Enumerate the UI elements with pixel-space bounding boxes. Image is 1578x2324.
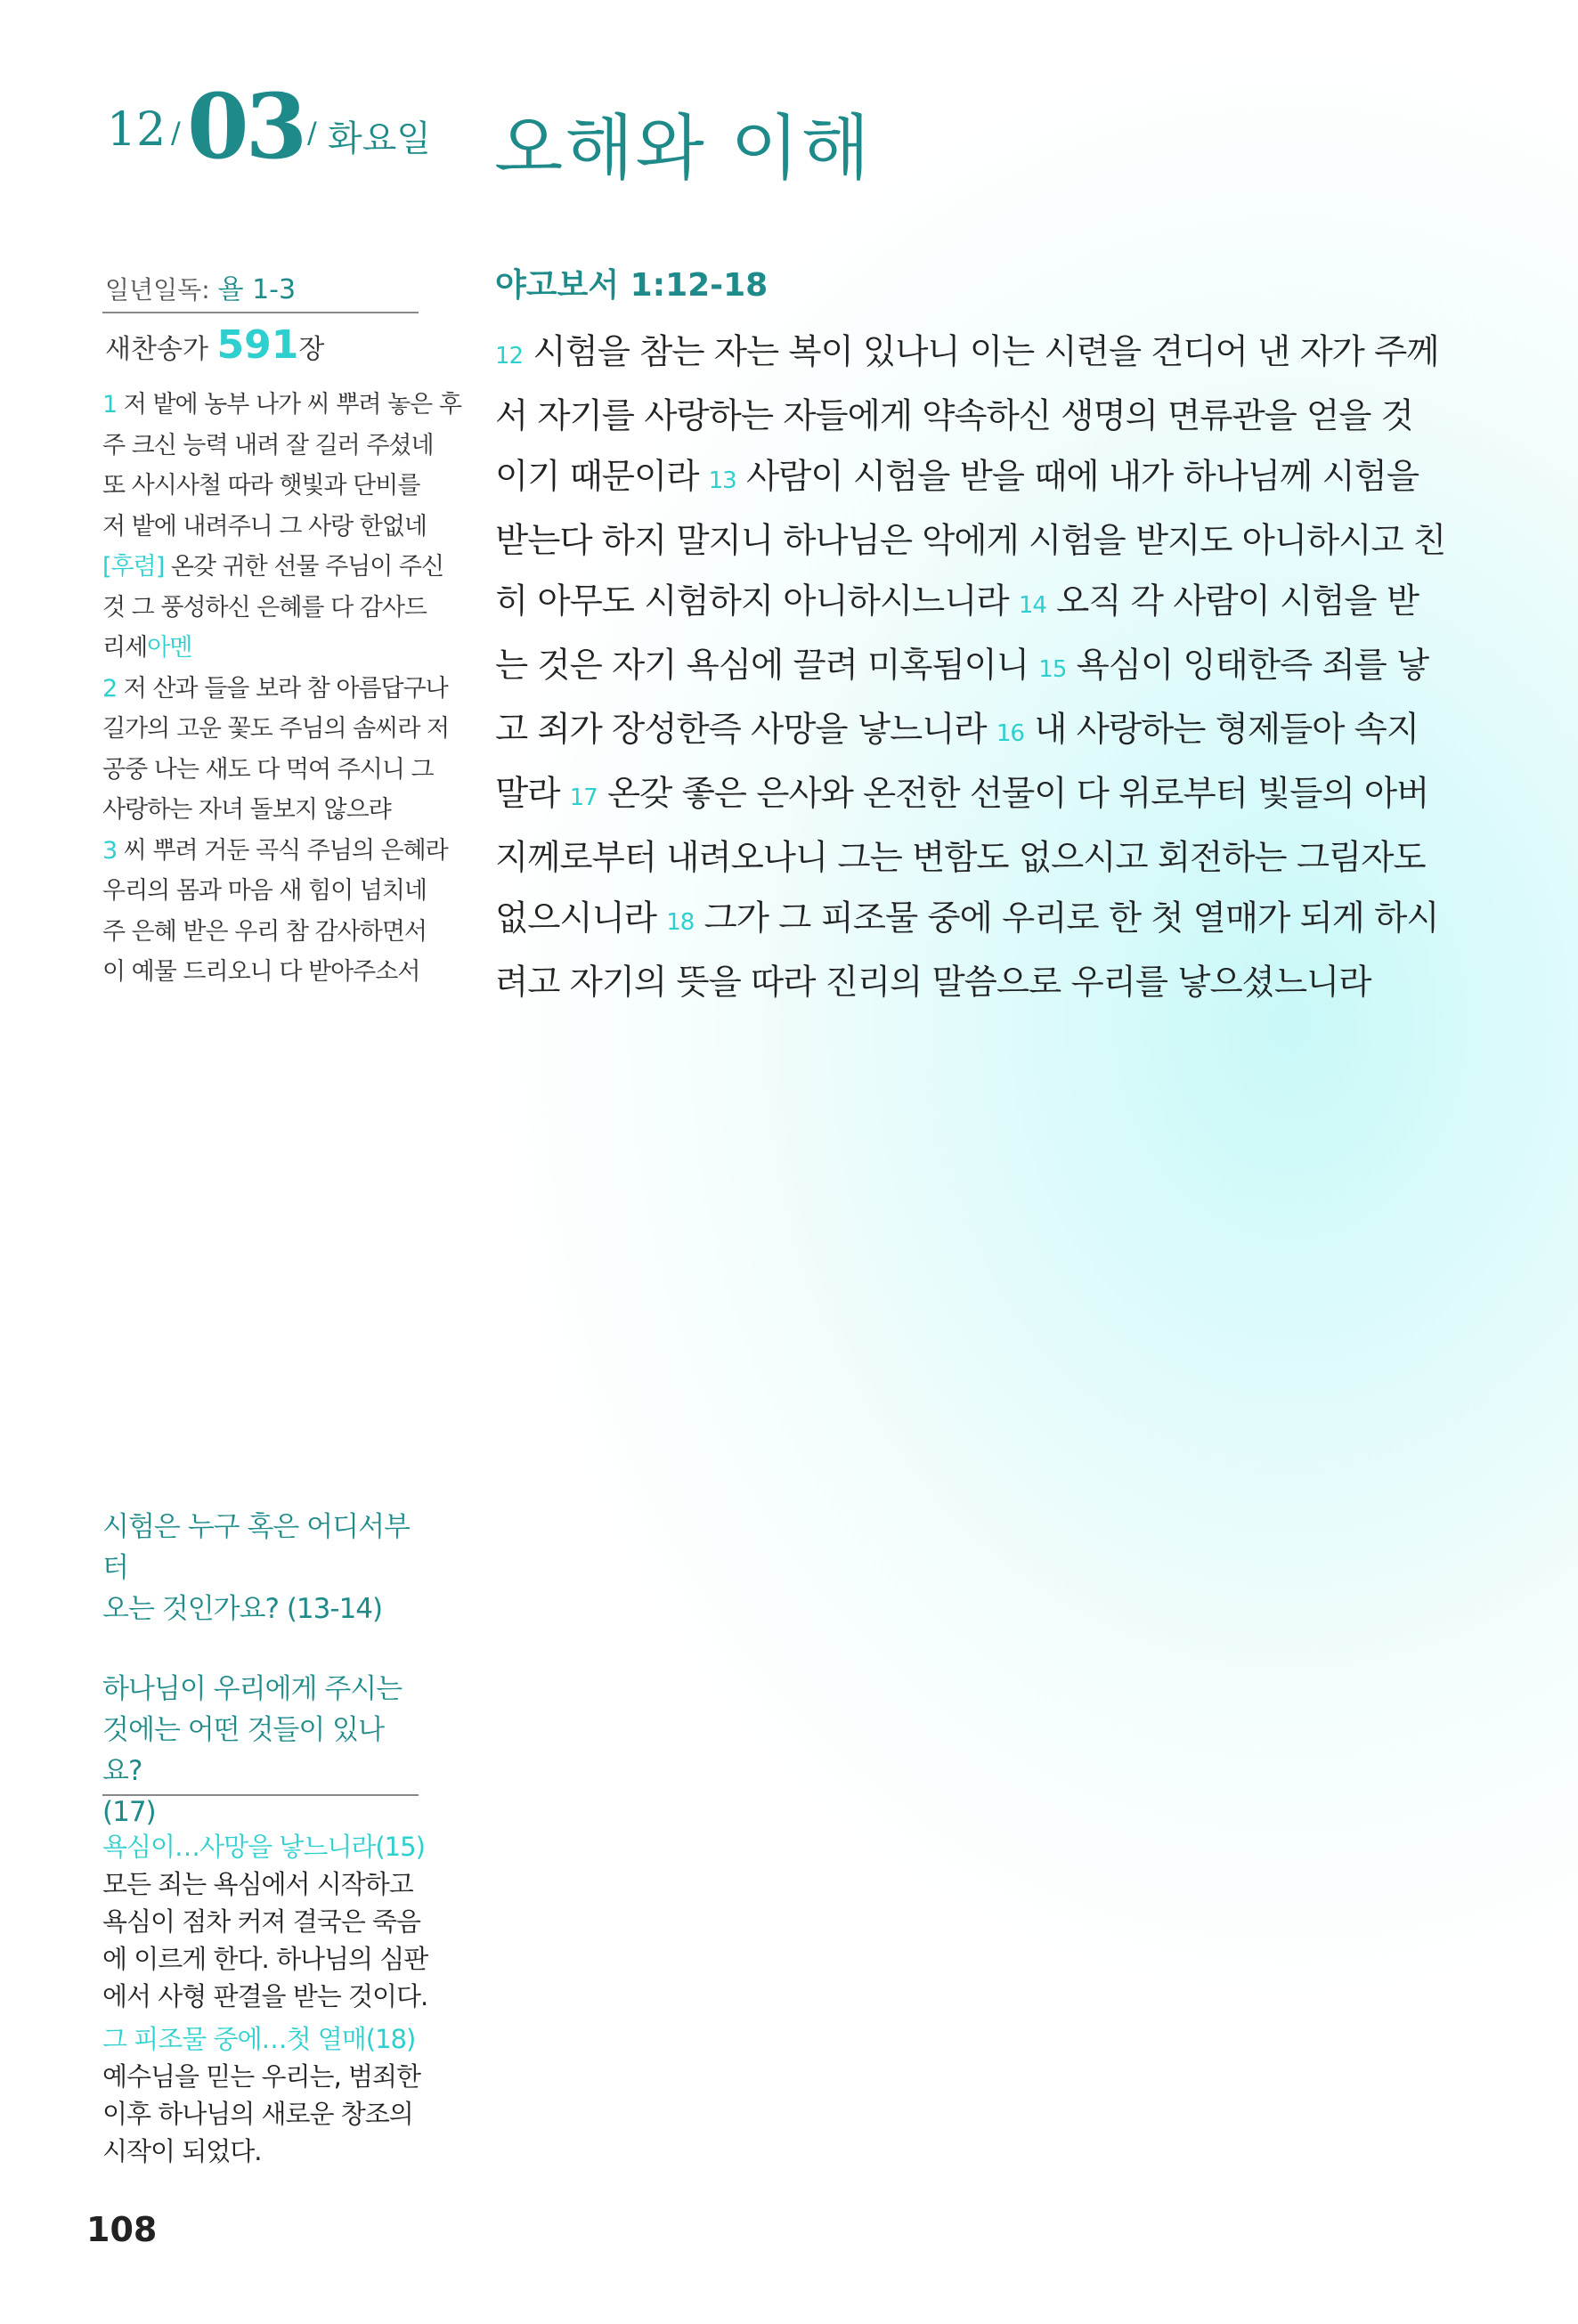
hymn-line	[102, 507, 427, 548]
hymn-line-text: 주 크신 능력 내려 잘 길러 주셨네	[102, 431, 434, 459]
hymn-prefix: 새찬송가	[105, 334, 208, 365]
hymn-line	[102, 426, 434, 467]
verse-text: 그가 그 피조물 중에 우리로 한 첫 열매가 되게 하시	[694, 898, 1439, 939]
hymn-line-text: 주 은혜 받은 우리 참 감사하면서	[102, 917, 427, 946]
hymn-line	[102, 790, 423, 831]
weekday: 화요일	[328, 118, 431, 159]
scripture-line	[495, 953, 1421, 1013]
hymn-line	[102, 871, 427, 912]
verse-text: 고 죄가 장성한즉 사망을 낳느니라	[495, 710, 996, 750]
question-line: (17)	[102, 1796, 156, 1828]
note-line: 에서 사형 판결을 받는 것이다.	[102, 1981, 428, 2011]
verse-text: 이기 때문이라	[495, 457, 709, 497]
verse-text: 려고 자기의 뜻을 따라 진리의 말씀으로 우리를 낳으셨느니라	[495, 963, 1371, 1003]
question-line: 오는 것인가요? (13-14)	[102, 1593, 383, 1625]
hymn-line	[102, 952, 423, 993]
hymn-line	[102, 669, 448, 710]
divider	[102, 312, 419, 313]
hymn-line	[102, 588, 427, 629]
verse-text: 내 사랑하는 형제들아 속지	[1023, 710, 1419, 750]
verse-number: 18	[666, 909, 695, 936]
passage-reference: 야고보서 1:12-18	[495, 267, 769, 304]
day: 03	[187, 74, 305, 179]
scripture-line	[495, 447, 1421, 511]
hymn-line-text: 온갖 귀한 선물 주님이 주신	[170, 553, 444, 581]
verse-text: 받는다 하지 말지니 하나님은 악에게 시험을 받지도 아니하시고 친	[495, 521, 1446, 561]
verse-text: 히 아무도 시험하지 아니하시느니라	[495, 581, 1019, 622]
verse-text: 지께로부터 내려오나니 그는 변함도 없으시고 회전하는 그림자도	[495, 838, 1426, 878]
scripture-line	[495, 828, 1426, 889]
month: 12	[107, 103, 167, 157]
verse-text: 말라	[495, 774, 570, 814]
verse-number: 14	[1018, 592, 1046, 619]
verse-text: 없으시니라	[495, 898, 667, 939]
verse-number: 17	[569, 784, 598, 811]
hymn-line-text: 또 사시사철 따라 햇빛과 단비를	[102, 472, 420, 500]
date-separator: /	[307, 116, 317, 150]
verse-text: 온갖 좋은 은사와 온전한 선물이 다 위로부터 빛들의 아버	[597, 774, 1429, 814]
note-line: 이후 하나님의 새로운 창조의	[102, 2099, 413, 2129]
note-line: 예수님을 믿는 우리는, 범죄한	[102, 2061, 421, 2092]
hymn-verse-number: 1	[102, 391, 118, 418]
study-notes	[102, 1828, 428, 2175]
scripture-line	[495, 511, 1446, 572]
hymn-heading	[105, 322, 324, 368]
hymn-amen: 아멘	[147, 634, 192, 662]
verse-text: 시험을 참는 자는 복이 있나니 이는 시련을 견디어 낸 자가 주께	[523, 332, 1439, 372]
note-line: 욕심이 점차 커져 결국은 죽음	[102, 1906, 421, 1937]
verse-number: 13	[708, 467, 736, 494]
question-line: 것에는 어떤 것들이 있나요?	[102, 1714, 385, 1787]
daily-reading-ref: 욜 1-3	[217, 274, 297, 305]
hymn-verse-number: 2	[102, 674, 118, 703]
scripture-line	[495, 700, 1421, 764]
question-line: 하나님이 우리에게 주시는	[102, 1673, 403, 1705]
verse-text: 서 자기를 사랑하는 자들에게 약속하신 생명의 면류관을 얻을 것	[495, 396, 1413, 436]
verse-text: 는 것은 자기 욕심에 끌려 미혹됨이니	[495, 646, 1039, 686]
verse-number: 16	[996, 720, 1024, 747]
question	[102, 1669, 423, 1832]
scripture-line	[495, 636, 1429, 700]
note-line: 모든 죄는 욕심에서 시작하고	[102, 1869, 413, 1899]
hymn-line	[102, 385, 461, 426]
hymn-line-text: 저 산과 들을 보라 참 아름답구나	[123, 674, 448, 703]
verse-number: 12	[495, 343, 524, 370]
verse-text: 욕심이 잉태한즉 죄를 낳	[1066, 646, 1429, 686]
question-line: 시험은 누구 혹은 어디서부터	[102, 1511, 410, 1584]
note-line: 에 이르게 한다. 하나님의 심판	[102, 1944, 428, 1974]
scripture-line	[495, 322, 1439, 386]
hymn-line	[102, 750, 434, 791]
hymn-line-text: 저 밭에 내려주니 그 사랑 한없네	[102, 512, 427, 540]
scripture-line	[495, 764, 1429, 828]
hymn-line-text: 길가의 고운 꽃도 주님의 솜씨라 저	[102, 715, 450, 743]
hymn-line	[102, 831, 448, 872]
hymn-verse-number: 3	[102, 836, 118, 865]
hymn-line	[102, 912, 427, 953]
hymn-line-text: 리세	[102, 634, 148, 662]
verse-text: 사람이 시험을 받을 때에 내가 하나님께 시험을	[736, 457, 1419, 497]
scripture-line	[495, 572, 1421, 636]
hymn-lyrics	[102, 385, 461, 993]
page-title: 오해와 이해	[494, 107, 872, 190]
reflection-questions	[102, 1507, 423, 1872]
hymn-line-text: 것 그 풍성하신 은혜를 다 감사드	[102, 593, 427, 622]
divider	[102, 1794, 419, 1796]
hymn-line-text: 우리의 몸과 마음 새 힘이 넘치네	[102, 877, 427, 905]
date-separator: /	[171, 116, 181, 150]
note	[102, 2020, 423, 2170]
hymn-line	[102, 466, 423, 507]
hymn-line	[102, 709, 450, 750]
note	[102, 1828, 428, 2015]
hymn-line-text: 공중 나는 새도 다 먹여 주시니 그	[102, 755, 434, 784]
scripture-text	[495, 322, 1446, 1013]
hymn-suffix: 장	[298, 334, 325, 365]
scripture-line	[495, 386, 1421, 447]
note-heading: 욕심이…사망을 낳느니라(15)	[102, 1832, 425, 1862]
hymn-line-text: 사랑하는 자녀 돌보지 않으랴	[102, 796, 391, 824]
page-number: 108	[86, 2210, 158, 2249]
hymn-line-text: 씨 뿌려 거둔 곡식 주님의 은혜라	[123, 836, 448, 865]
hymn-verse-number: [후렴]	[102, 553, 165, 581]
note-heading: 그 피조물 중에…첫 열매(18)	[102, 2024, 416, 2054]
daily-reading-label: 일년일독:	[105, 275, 210, 305]
verse-text: 오직 각 사람이 시험을 받	[1045, 581, 1419, 622]
hymn-line-text: 저 밭에 농부 나가 씨 뿌려 놓은 후	[123, 391, 461, 418]
note-line: 시작이 되었다.	[102, 2136, 262, 2166]
hymn-line	[102, 547, 444, 588]
scripture-line	[495, 889, 1439, 953]
hymn-line	[102, 628, 423, 669]
hymn-line-text: 이 예물 드리오니 다 받아주소서	[102, 958, 420, 986]
verse-number: 15	[1038, 656, 1067, 683]
hymn-number: 591	[216, 322, 299, 368]
daily-reading	[105, 267, 417, 306]
question	[102, 1507, 423, 1629]
